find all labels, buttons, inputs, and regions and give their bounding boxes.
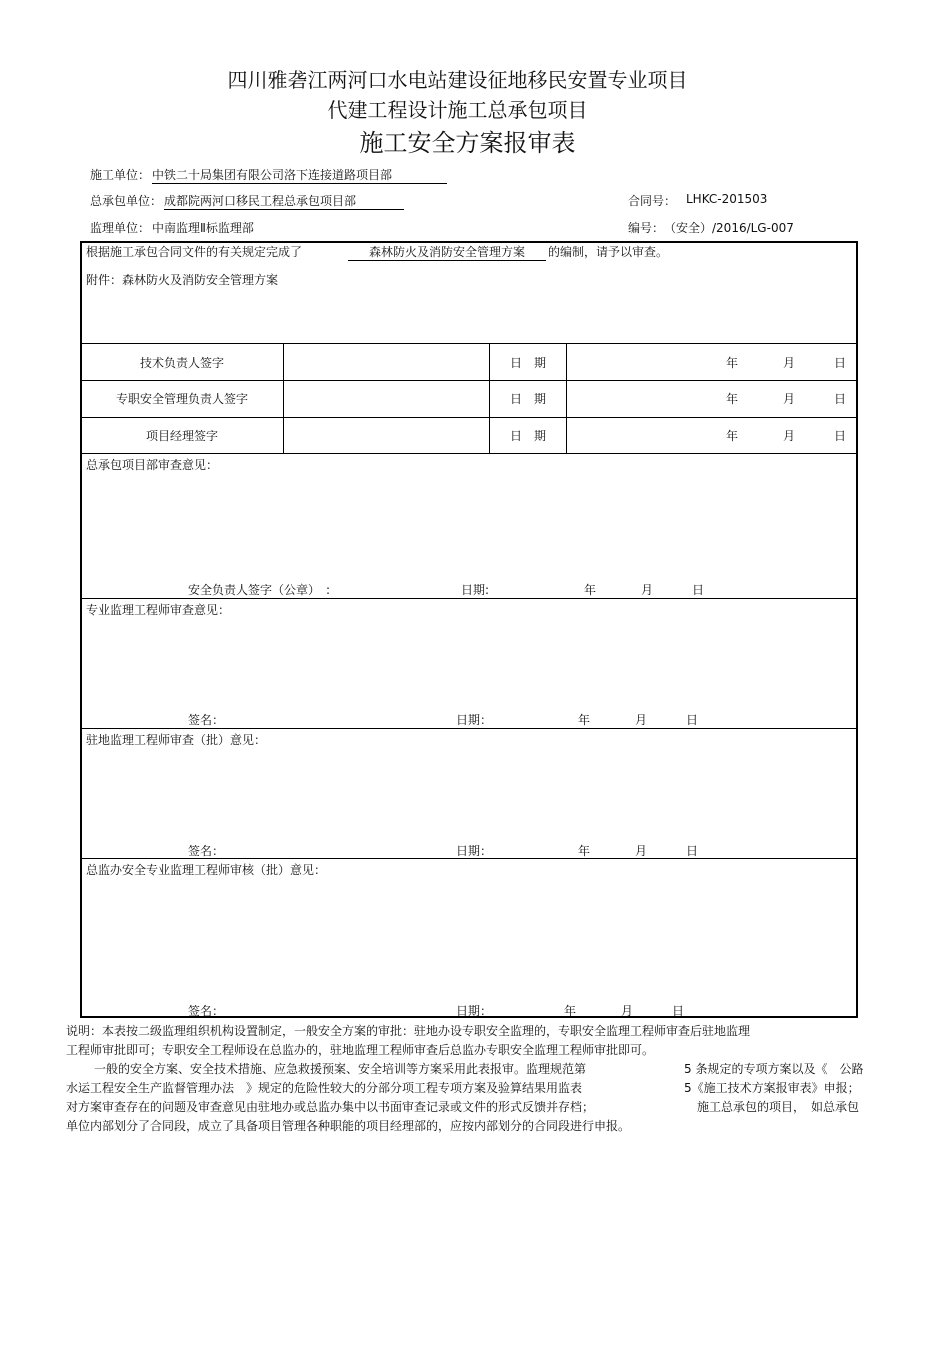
rule <box>566 344 567 454</box>
rule <box>81 417 858 418</box>
section-heading: 总承包项目部审查意见： <box>86 458 219 472</box>
statement-prefix: 根据施工承包合同文件的有关规定完成了 <box>86 245 303 259</box>
year-label: 年 <box>584 583 597 597</box>
day-label: 日 <box>686 713 699 727</box>
section-heading: 专业监理工程师审查意见： <box>86 603 231 617</box>
section-date-label: 日期： <box>456 713 493 727</box>
month-label: 月 <box>635 844 648 858</box>
rule <box>81 343 858 344</box>
section-date-label: 日期: <box>461 583 490 597</box>
note-line: 对方案审查存在的问题及审查意见由驻地办或总监办集中以书面审查记录或文件的形式反馈并存档； <box>66 1100 595 1114</box>
section-heading: 总监办安全专业监理工程师审核（批）意见： <box>86 863 327 877</box>
serial-label: 编号： <box>628 221 665 235</box>
month-label: 月 <box>783 356 796 370</box>
year-label: 年 <box>726 392 739 406</box>
construction-unit-label: 施工单位： <box>90 168 151 182</box>
general-contractor-value: 成都院两河口移民工程总承包项目部 <box>164 192 404 210</box>
day-label: 日 <box>672 1004 685 1018</box>
year-label: 年 <box>726 356 739 370</box>
note-line: 单位内部划分了合同段，成立了具备项目管理各种职能的项目经理部的，应按内部划分的合同段进行申报。 <box>66 1119 631 1133</box>
month-label: 月 <box>635 713 648 727</box>
note-line: 工程师审批即可；专职安全工程师设在总监办的，驻地监理工程师审查后总监办专职安全监理工程师审批即可。 <box>66 1043 655 1057</box>
month-label: 月 <box>641 583 654 597</box>
supervisor-label: 监理单位： <box>90 221 151 235</box>
day-label: 日 <box>692 583 705 597</box>
note-line: 施工总承包的项目， 如总承包 <box>697 1100 860 1114</box>
plan-name: 森林防火及消防安全管理方案 <box>348 243 546 261</box>
rule <box>283 344 284 454</box>
section-date-label: 日期： <box>456 1004 493 1018</box>
section-sign-label: 签名： <box>188 1004 225 1018</box>
note-line: 说明：本表按二级监理组织机构设置制定，一般安全方案的审批：驻地办设专职安全监理的，专职安全监理工程师审查后驻地监理 <box>66 1024 751 1038</box>
year-label: 年 <box>578 844 591 858</box>
rule <box>81 380 858 381</box>
day-label: 日 <box>834 429 847 443</box>
note-line: 一般的安全方案、安全技术措施、应急救援预案、安全培训等方案采用此表报审。监理规范第 <box>94 1062 587 1076</box>
rule <box>81 728 858 729</box>
year-label: 年 <box>578 713 591 727</box>
section-date-label: 日期： <box>456 844 493 858</box>
contract-no-label: 合同号： <box>628 194 677 208</box>
date-label: 日 期 <box>509 429 546 443</box>
note-line: 水运工程安全生产监督管理办法 》规定的危险性较大的分部分项工程专项方案及验算结果用监表 <box>66 1081 583 1095</box>
date-label: 日 期 <box>509 356 546 370</box>
tech-lead-sign-label: 技术负责人签字 <box>139 356 224 370</box>
attachment: 附件：森林防火及消防安全管理方案 <box>86 273 279 287</box>
serial-value: （安全）/2016/LG-007 <box>664 221 794 235</box>
section-sign-label: 安全负责人签字（公章） : <box>188 583 331 597</box>
day-label: 日 <box>834 392 847 406</box>
document-title: 施工安全方案报审表 <box>359 129 576 157</box>
day-label: 日 <box>834 356 847 370</box>
note-line: 5《施工技术方案报审表》申报； <box>684 1081 860 1095</box>
year-label: 年 <box>726 429 739 443</box>
document-title-line2: 代建工程设计施工总承包项目 <box>327 98 588 122</box>
project-manager-sign-label: 项目经理签字 <box>145 429 218 443</box>
safety-manager-sign-label: 专职安全管理负责人签字 <box>115 392 248 406</box>
section-sign-label: 签名： <box>188 844 225 858</box>
day-label: 日 <box>686 844 699 858</box>
supervisor-value: 中南监理Ⅱ标监理部 <box>152 221 254 235</box>
month-label: 月 <box>783 429 796 443</box>
date-label: 日 期 <box>509 392 546 406</box>
month-label: 月 <box>783 392 796 406</box>
section-sign-label: 签名： <box>188 713 225 727</box>
year-label: 年 <box>564 1004 577 1018</box>
rule <box>81 598 858 599</box>
contract-no-value: LHKC-201503 <box>686 192 768 206</box>
note-line: 5 条规定的专项方案以及《 公路 <box>684 1062 864 1076</box>
rule <box>81 453 858 454</box>
month-label: 月 <box>621 1004 634 1018</box>
document-title-line1: 四川雅砻江两河口水电站建设征地移民安置专业项目 <box>227 68 688 92</box>
construction-unit-value: 中铁二十局集团有限公司洛下连接道路项目部 <box>152 166 447 184</box>
section-heading: 驻地监理工程师审查（批）意见： <box>86 733 267 747</box>
statement-suffix: 的编制，请予以审查。 <box>548 245 669 259</box>
general-contractor-label: 总承包单位： <box>90 194 163 208</box>
